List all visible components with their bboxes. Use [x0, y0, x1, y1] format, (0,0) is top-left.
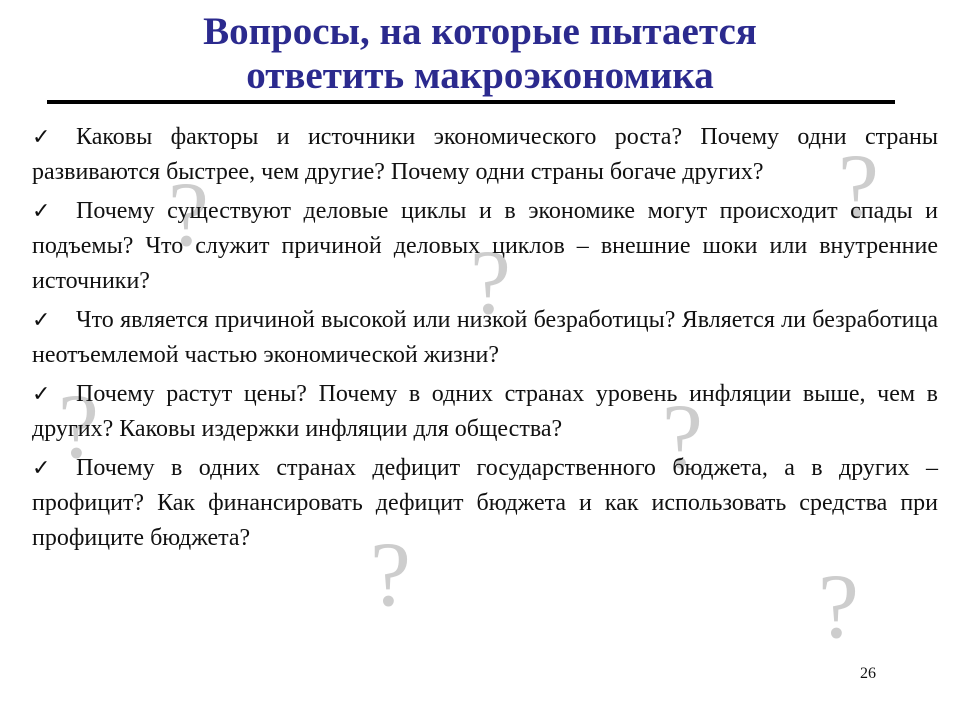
question-mark-icon: ? — [838, 135, 879, 237]
page-number: 26 — [860, 665, 876, 682]
question-mark-icon: ? — [818, 555, 859, 657]
check-icon: ✓ — [32, 456, 51, 481]
question-mark-icon: ? — [662, 385, 703, 487]
check-icon: ✓ — [32, 199, 51, 224]
check-icon: ✓ — [32, 382, 51, 407]
question-mark-icon: ? — [470, 231, 511, 333]
check-icon: ✓ — [32, 125, 51, 150]
list-item — [32, 120, 938, 190]
question-mark-icon: ? — [168, 163, 209, 265]
slide-title — [60, 10, 900, 98]
title-line-1: Вопросы, на которые пытается — [203, 10, 757, 53]
list-item-text: Почему в одних странах дефицит государственного бюджета, а в других – профицит? Как финансировать дефицит бюджета и как использовать средства при профиците бюджета? — [32, 455, 938, 551]
question-mark-icon: ? — [370, 523, 411, 625]
list-item-text: Почему растут цены? Почему в одних странах уровень инфляции выше, чем в других? Каковы издержки инфляции для общества? — [32, 381, 938, 442]
title-divider — [47, 100, 895, 104]
questions-list — [32, 120, 938, 560]
list-item — [32, 451, 938, 556]
list-item-text: Каковы факторы и источники экономического роста? Почему одни страны развиваются быстрее, чем другие? Почему одни страны богаче других? — [32, 124, 938, 185]
list-item-text: Что является причиной высокой или низкой безработицы? Является ли безработица неотъемлемой частью экономической жизни? — [32, 307, 938, 368]
list-item — [32, 377, 938, 447]
title-line-2: ответить макроэкономика — [246, 54, 714, 97]
check-icon: ✓ — [32, 308, 51, 333]
list-item-text: Почему существуют деловые циклы и в экономике могут происходит спады и подъемы? Что служит причиной деловых циклов – внешние шоки или внутренние источники? — [32, 198, 938, 294]
list-item — [32, 303, 938, 373]
list-item — [32, 194, 938, 299]
question-mark-icon: ? — [58, 375, 99, 477]
